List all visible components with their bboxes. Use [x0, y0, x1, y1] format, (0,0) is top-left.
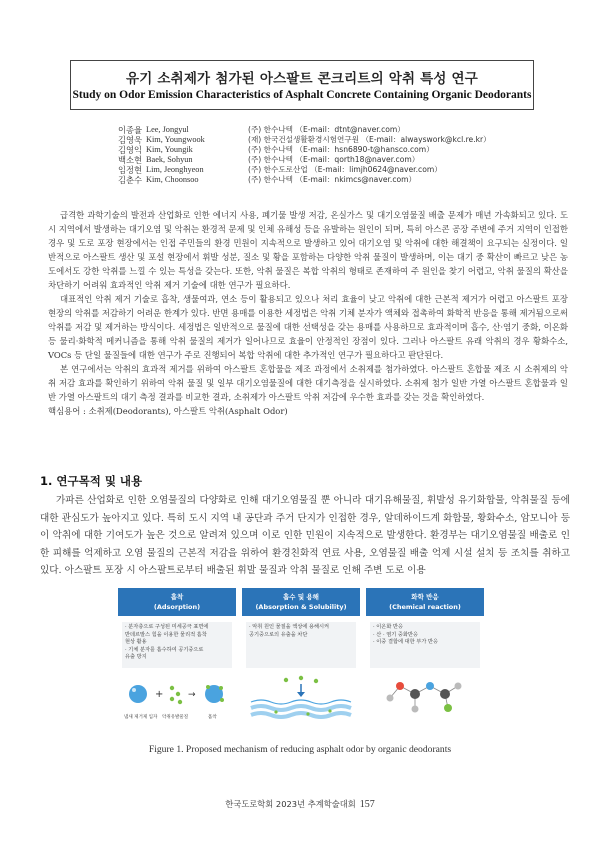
author-affiliation: (주) 한수도로산업 （E-mail：limjh0624@naver.com）: [248, 165, 442, 174]
atom-icon: [455, 683, 462, 690]
odor-molecule-icon: [176, 692, 180, 696]
figure-column-subtitle: (Adsorption): [153, 603, 201, 611]
arrow-icon: →: [188, 690, 196, 700]
author-name-ko: 임정현: [118, 165, 143, 175]
author-list: [118, 125, 491, 185]
figure-column-absorption: [242, 588, 360, 733]
dissolved-molecule-icon: [274, 710, 277, 713]
conference-name: 한국도로학회 2023년 추계학술대회: [225, 799, 356, 809]
author-name-en: Kim, Choonsoo: [146, 175, 199, 184]
figure-desc-line: · 악취 원인 물질을 액상에 용해시켜: [249, 624, 330, 630]
atom-icon: [426, 682, 434, 690]
figure-column-chemical-reaction: [366, 588, 484, 733]
page-number: 157: [359, 799, 375, 810]
author-row: [118, 175, 491, 185]
figure-column-title: 흡수 및 용해: [283, 593, 319, 601]
figure-column-header: [242, 588, 360, 616]
abstract-paragraph: 본 연구에서는 악취의 효과적 제거를 위하여 아스팔트 혼합물을 제조 과정에서 소취제를 첨가하였다. 아스팔트 혼합물 제조 시 소취제의 악취 저감 효과를 확인하기 위하여 악취 물질 및 일부 대기오염물질에 대한 대기측정을 실시하였다. 소취제 첨가 일반 가열 아스팔트 혼합물과 일반 가열 아스팔트의 대기 측정 결과를 비교한 결과, 소취제가 아스팔트 악취 저감에 우수한 효과를 갖는 것을 확인하였다.: [48, 364, 568, 402]
figure-column-header: [118, 588, 236, 616]
author-affiliation: (주) 한수나텍 （E-mail：hsn6890-t@hansco.com）: [248, 145, 434, 154]
odor-molecule-icon: [284, 678, 288, 682]
author-row: [118, 165, 491, 175]
water-layer: [251, 706, 351, 710]
odor-molecule-icon: [219, 686, 223, 690]
figure-desc-line: · 이온화 반응: [373, 624, 404, 630]
odor-molecule-icon: [220, 698, 224, 702]
title-english: Study on Odor Emission Characteristics of Asphalt Concrete Containing Organic Deodorants: [72, 89, 532, 101]
page-footer: [0, 798, 600, 810]
deodorant-particle-icon: [129, 685, 147, 703]
figure-desc-line: 현상 활용: [125, 639, 147, 645]
author-name-en: Kim, Youngwook: [146, 135, 205, 144]
section-body: [40, 492, 570, 580]
body-paragraph: 가파른 산업화로 인한 오염물질의 다양화로 인해 대기오염물질 뿐 아니라 대기유해물질, 휘발성 유기화합물, 악취물질 등에 대한 관심도가 높아지고 있다. 특히 도시 지역 내 공단과 주거 단지가 인접한 경우, 알데하이드계 화합물, 황화수소, 암모니아 등이 악취에 대한 기여도가 높은 것으로 알려져 있으며 이로 인한 민원이 지속적으로 발생한다. 환경부는 대기오염물질 배출로 인한 피해를 억제하고 오염 물질의 근본적 저감을 위하여 환경친화적 연료 사용, 오염물질 배출 억제 시설 설치 등 조치를 취하고 있다. 아스팔트 포장 시 아스팔트로부터 배출된 휘발 물질과 악취 물질로 인해 주변 도로 이용: [40, 495, 570, 576]
figure-desc-line: · 이중 결합에 대한 부가 반응: [373, 639, 439, 645]
dissolved-molecule-icon: [328, 709, 331, 712]
abstract: [48, 208, 568, 418]
author-name-en: Lim, Jeonghyeon: [146, 165, 204, 174]
author-name-ko: 김영익: [118, 145, 143, 155]
particle-highlight: [132, 688, 136, 692]
atom-icon: [444, 704, 452, 712]
water-surface-icon: [251, 700, 351, 704]
figure-column-title: 흡착: [170, 593, 184, 601]
figure-column-adsorption: [118, 588, 236, 733]
figure-column-description: [246, 622, 356, 668]
figure-desc-line: · 분자층으로 구성된 미세공극 표면에: [125, 624, 209, 630]
author-name-en: Baek, Sohyun: [146, 155, 193, 164]
dissolved-molecule-icon: [306, 712, 309, 715]
odor-molecule-icon: [299, 676, 303, 680]
figure-1: [118, 588, 484, 733]
title-korean: 유기 소취제가 첨가된 아스팔트 콘크리트의 악취 특성 연구: [125, 71, 479, 87]
odor-molecule-icon: [178, 700, 182, 704]
author-name-en: Lee, Jongyul: [146, 125, 189, 134]
keywords: 핵심용어 : 소취제(Deodorants), 아스팔트 악취(Asphalt Odor): [48, 406, 288, 416]
author-affiliation: (주) 한수나텍 （E-mail：dtnt@naver.com）: [248, 125, 405, 134]
author-name-ko: 이종율: [118, 125, 143, 135]
figure-column-subtitle: (Absorption & Solubility): [255, 603, 347, 611]
adsorption-illustration: [122, 674, 232, 724]
abstract-paragraph: 대표적인 악취 제거 기술로 흡착, 생물여과, 연소 등이 활용되고 있으나 처리 효율이 낮고 악취에 대한 근본적 제거가 어렵고 아스팔트 포장 현장의 악취를 저감하기 어려운 한계가 있다. 반면 용매를 이용한 세정법은 악취 기체 분자가 액체와 접촉하여 화학적 반응을 통해 제거됨으로써 악취를 저감 및 제거하는 방식이다. 세정법은 일반적으로 물질에 대한 선택성을 갖는 용매를 사용하므로 효과적이며 흡수, 산·염기 중화, 이온화 등 물리·화학적 메커니즘을 통해 악취 물질의 제거가 일어나므로 효율이 안정적인 장점이 있다. 그러나 아스팔트 유래 악취의 경우 황화수소, VOCs 등 단일 물질들에 대한 연구가 주로 진행되어 복합 악취에 대한 추가적인 연구가 필요하다고 판단된다.: [48, 294, 568, 360]
author-name-ko: 김영욱: [118, 135, 143, 145]
water-layer: [251, 713, 351, 717]
author-row: [118, 155, 491, 165]
author-name-ko: 백소현: [118, 155, 143, 165]
figure-desc-line: · 산 · 염기 중화반응: [373, 631, 418, 638]
odor-molecule-icon: [206, 685, 210, 689]
atom-icon: [440, 689, 450, 699]
figure-column-description: [122, 622, 232, 668]
figure-column-description: [370, 622, 480, 668]
abstract-paragraph: 급격한 과학기술의 발전과 산업화로 인한 에너지 사용, 폐기물 발생 저감, 온실가스 및 대기오염물질 배출 문제가 매년 가속화되고 있다. 도시 지역에서 발생하는 대기오염 및 악취는 환경적 문제 및 인체 유해성 등을 유발하는 원인이 되며, 특히 아스콘 공장 주변에 주거 지역이 인접한 경우 및 도로 포장 현장에서는 인접 주민들의 환경 민원이 지속적으로 발생하고 있어 대기오염 및 악취에 대한 해결책이 요구되는 실정이다. 일반적으로 아스팔트 생산 및 포설 현장에서 휘발 성분, 질소 및 황을 포함하는 다양한 악취 물질이 발생하며, 이는 대기 중 확산이 빠르고 낮은 농도에서도 강한 악취를 느낄 수 있는 특성을 갖는다. 또한, 악취 물질은 복합 악취의 형태로 존재하여 주 원인을 찾기 어렵고, 악취 물질의 확산을 차단하기 어려워 효과적인 악취 제거 기술에 대한 연구가 필요하다.: [48, 210, 568, 290]
atom-icon: [410, 689, 420, 699]
figure-desc-line: 반데르발스 힘을 이용한 물리적 흡착: [125, 631, 207, 638]
figure-desc-line: 공기중으로의 유출을 차단: [249, 631, 308, 638]
author-row: [118, 125, 491, 135]
title-box: [70, 60, 534, 110]
figure-column-header: [366, 588, 484, 616]
section-heading: 1. 연구목적 및 내용: [40, 474, 143, 488]
author-name-ko: 김춘수: [118, 175, 143, 185]
atom-icon: [412, 706, 419, 713]
author-name-en: Kim, Youngik: [146, 145, 193, 154]
author-row: [118, 145, 491, 155]
absorption-illustration: [246, 674, 356, 724]
figure-desc-line: · 기체 분자를 흡수하여 공기중으로: [125, 646, 204, 653]
figure-label: 냄새 제거제 입자: [124, 715, 158, 720]
figure-column-subtitle: (Chemical reaction): [389, 603, 461, 611]
author-affiliation: (주) 한수나텍 （E-mail：qorth18@naver.com）: [248, 155, 420, 164]
odor-molecule-icon: [170, 686, 174, 690]
figure-label: 흡착: [208, 715, 217, 720]
atom-icon: [396, 682, 404, 690]
figure-desc-line: 유출 방지: [125, 654, 147, 660]
figure-label: 악취유발물질: [162, 715, 189, 720]
plus-sign: +: [155, 689, 164, 700]
down-arrow-head: [297, 692, 305, 697]
author-row: [118, 135, 491, 145]
chemical-reaction-illustration: [370, 674, 480, 724]
author-affiliation: (주) 한수나텍 （E-mail：nkimcs@naver.com）: [248, 175, 417, 184]
figure-column-title: 화학 반응: [411, 593, 439, 601]
author-affiliation: (재) 한국건설생활환경시험연구원 （E-mail：alwayswork@kcl.re.kr）: [248, 135, 491, 144]
atom-icon: [387, 695, 394, 702]
odor-molecule-icon: [314, 679, 318, 683]
figure-caption: Figure 1. Proposed mechanism of reducing asphalt odor by organic deodorants: [148, 744, 452, 755]
odor-molecule-icon: [170, 697, 174, 701]
